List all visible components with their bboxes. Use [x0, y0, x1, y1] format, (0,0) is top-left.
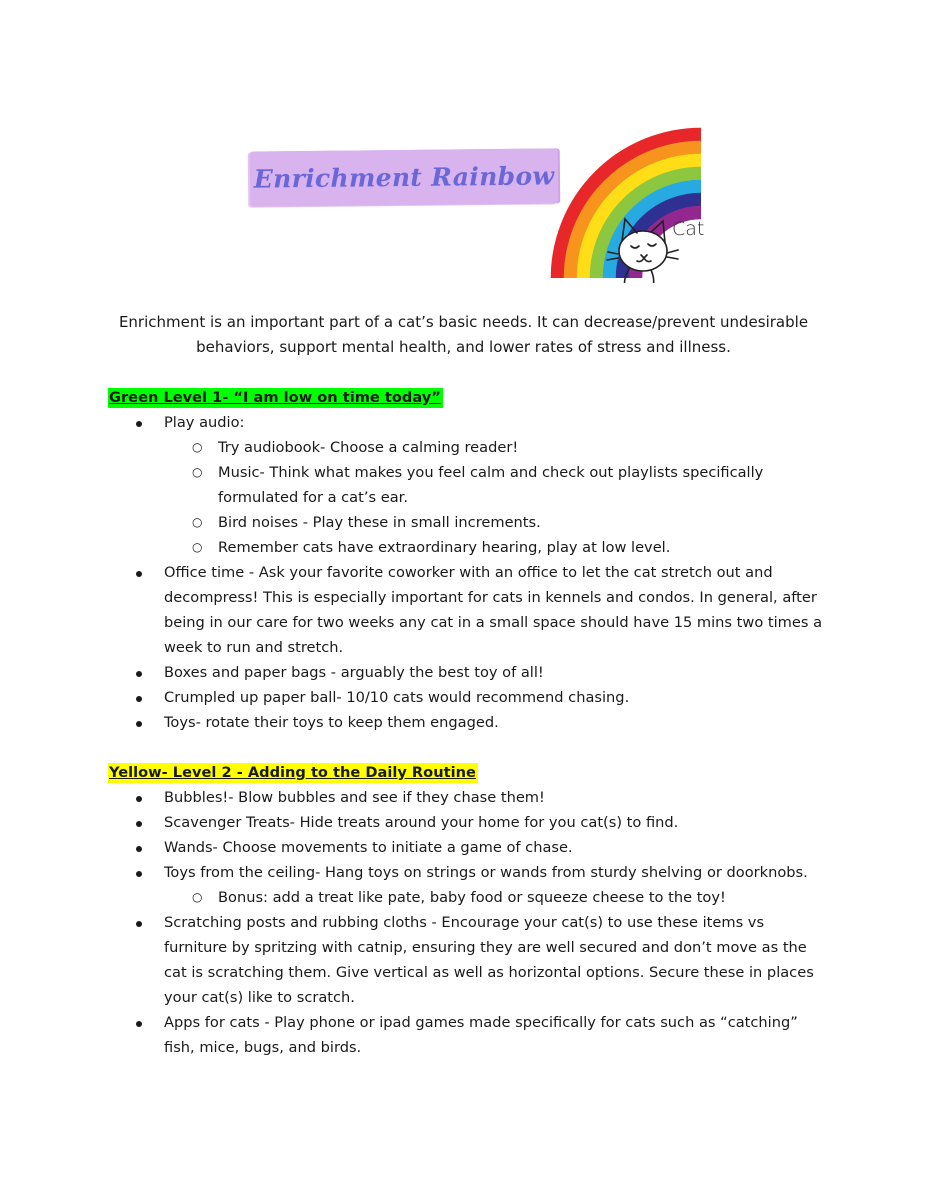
list-item-text: Scratching posts and rubbing cloths - Encourage your cat(s) to use these items vs furniture by spritzing with catnip, ensuring they are well secured and don’t move as the cat is scratching them. Give vertical as well as horizontal options. Secure these in places your cat(s) like to scratch.	[164, 914, 814, 1006]
sub-list-item	[108, 460, 768, 510]
sub-list-item-text: Bird noises - Play these in small increments.	[218, 514, 541, 531]
list-item-text: Office time - Ask your favorite coworker with an office to let the cat stretch out and decompress! This is especially important for cats in kennels and condos. In general, after being in our care for two weeks any cat in a small space should have 15 mins two times a week to run and stretch.	[164, 564, 823, 656]
sub-list-item	[108, 435, 768, 460]
list-item	[108, 910, 824, 1010]
list-item-text: Scavenger Treats- Hide treats around your home for you cat(s) to find.	[164, 814, 679, 831]
page-header	[0, 0, 927, 300]
list-item	[108, 410, 824, 435]
list-item	[108, 685, 824, 710]
page-title: Enrichment Rainbow	[253, 161, 555, 194]
bullet-icon	[136, 835, 142, 860]
bullet-icon	[136, 560, 142, 585]
bullet-icon	[136, 785, 142, 810]
list-item-text: Wands- Choose movements to initiate a game of chase.	[164, 839, 573, 856]
bullet-icon	[136, 910, 142, 935]
bullet-icon	[136, 860, 142, 885]
bullet-icon	[136, 710, 142, 735]
list-item	[108, 835, 824, 860]
list-item-text: Crumpled up paper ball- 10/10 cats would recommend chasing.	[164, 689, 630, 706]
sub-list-item-text: Try audiobook- Choose a calming reader!	[218, 439, 519, 456]
list-item	[108, 785, 824, 810]
list-item-text: Toys from the ceiling- Hang toys on strings or wands from sturdy shelving or doorknobs.	[164, 864, 808, 881]
list-item	[108, 560, 824, 660]
circle-bullet-icon: ○	[192, 440, 203, 454]
list-item-text: Play audio:	[164, 414, 245, 431]
sub-list-item	[108, 510, 768, 535]
sub-list-item	[108, 885, 768, 910]
bullet-icon	[136, 1010, 142, 1035]
yellow-level-list	[108, 785, 824, 1060]
sub-list-item-text: Remember cats have extraordinary hearing, play at low level.	[218, 539, 671, 556]
list-item	[108, 660, 824, 685]
list-item-text: Apps for cats - Play phone or ipad games made specifically for cats such as “catching” fish, mice, bugs, and birds.	[164, 1014, 798, 1056]
circle-bullet-icon: ○	[192, 540, 203, 554]
list-item-text: Boxes and paper bags - arguably the best toy of all!	[164, 664, 544, 681]
green-level-heading: Green Level 1- “I am low on time today”	[109, 389, 441, 406]
list-item	[108, 1010, 824, 1060]
list-item-text: Bubbles!- Blow bubbles and see if they chase them!	[164, 789, 545, 806]
title-banner	[250, 148, 559, 206]
rainbow-illustration	[525, 123, 705, 283]
bullet-icon	[136, 410, 142, 435]
sub-list-item-text: Music- Think what makes you feel calm and check out playlists specifically formulated for a cat’s ear.	[218, 464, 764, 506]
yellow-level-heading: Yellow- Level 2 - Adding to the Daily Routine	[109, 764, 476, 781]
green-level-section	[108, 385, 824, 735]
yellow-level-section	[108, 760, 824, 1060]
list-item	[108, 810, 824, 835]
rainbow-cat-label: Cat	[672, 218, 705, 240]
circle-bullet-icon: ○	[192, 890, 203, 904]
bullet-icon	[136, 660, 142, 685]
list-item-text: Toys- rotate their toys to keep them engaged.	[164, 714, 499, 731]
sub-list-item	[108, 535, 768, 560]
bullet-icon	[136, 685, 142, 710]
circle-bullet-icon: ○	[192, 465, 203, 479]
green-level-list	[108, 410, 824, 735]
list-item	[108, 710, 824, 735]
circle-bullet-icon: ○	[192, 515, 203, 529]
sub-list-item-text: Bonus: add a treat like pate, baby food or squeeze cheese to the toy!	[218, 889, 726, 906]
bullet-icon	[136, 810, 142, 835]
list-item	[108, 860, 824, 885]
intro-paragraph: Enrichment is an important part of a cat’s basic needs. It can decrease/prevent undesirable behaviors, support mental health, and lower rates of stress and illness.	[118, 313, 809, 356]
